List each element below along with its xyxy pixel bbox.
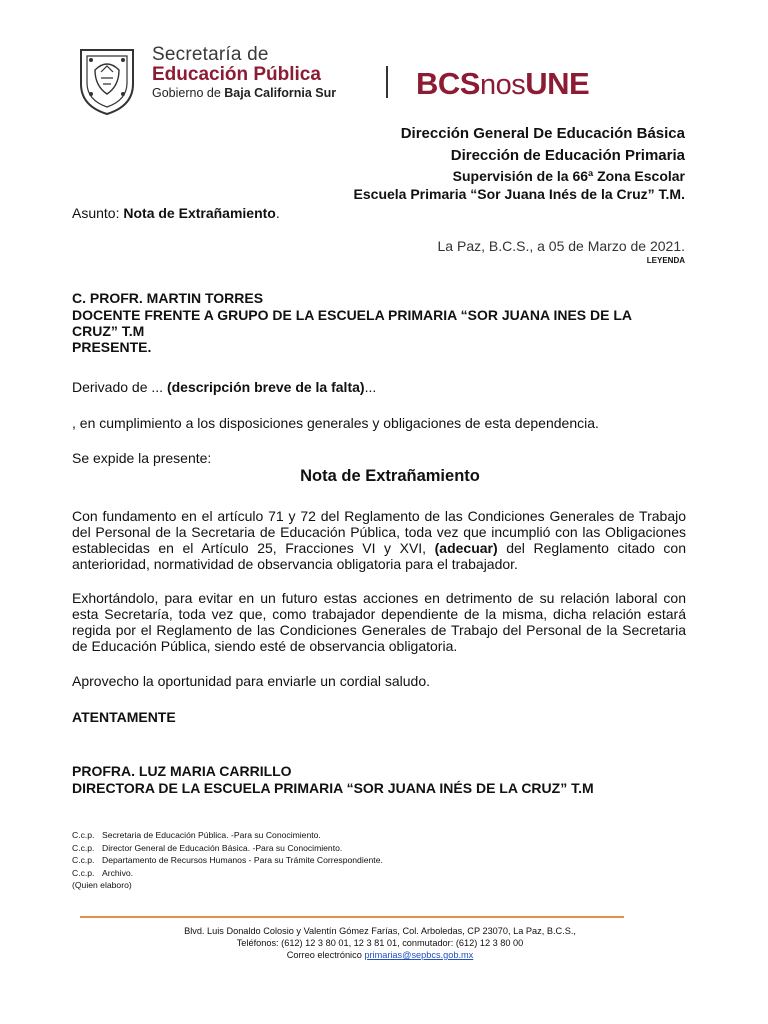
directorate-line1: Dirección General De Educación Básica (400, 125, 685, 142)
ccp-text: Departamento de Recursos Humanos - Para su Trámite Correspondiente. (102, 855, 383, 866)
subject-end: . (275, 205, 280, 221)
p1-part-b: del Reglamento citado con anterioridad, normatividad de observancia obligatoria para el trabajador. (72, 540, 686, 572)
header-divider (386, 66, 388, 98)
paragraph-fundamento (72, 508, 686, 572)
derivado-line (72, 379, 376, 395)
footer-email-label: Correo electrónico (286, 950, 365, 960)
derivado-pre: Derivado de ... (72, 379, 167, 395)
secretaria-line1: Secretaría de (152, 44, 269, 65)
quien-elaboro: (Quien elaboro) (72, 880, 132, 891)
ccp-text: Director General de Educación Básica. -Para su Conocimiento. (102, 842, 343, 853)
brand-part-c: UNE (525, 66, 590, 101)
brand-part-b: nos (479, 69, 526, 101)
ccp-item (72, 842, 383, 855)
ccp-item (72, 867, 383, 880)
paragraph-exhortandolo: Exhortándolo, para evitar en un futuro estas acciones en detrimento de su relación laboral con esta Secretaría, toda vez que, como trabajador dependiente de la misma, dicha relación estará regida por el Reglamento de las Condiciones Generales de Trabajo del Personal de la Secretaria de Educación Pública, siendo esté de observancia obligatoria. (72, 590, 686, 654)
state-seal-logo (75, 44, 139, 116)
footer-email-link[interactable]: primarias@sepbcs.gob.mx (364, 950, 474, 960)
p1-part-a: Con fundamento en el artículo 71 y 72 del Reglamento de las Condiciones Generales de Trabajo del Personal de la Secretaria de Educación Pública, toda vez que incumplió con las Obligaciones establecidas en el Artículo 25, Fracciones VI y XVI, (72, 508, 686, 556)
signer-name: PROFRA. LUZ MARIA CARRILLO (72, 763, 292, 779)
gobierno-state: Baja California Sur (224, 86, 337, 100)
directorate-line2: Dirección de Educación Primaria (450, 147, 685, 164)
atentamente: ATENTAMENTE (72, 709, 176, 725)
cumplimiento-line: , en cumplimiento a los disposiciones generales y obligaciones de esta dependencia. (72, 415, 599, 431)
ccp-label: C.c.p. (72, 830, 95, 840)
nota-title: Nota de Extrañamiento (300, 467, 480, 485)
subject-value: Nota de Extrañamiento (123, 205, 276, 221)
bcsnosune-logo (416, 66, 589, 102)
p1-adecuar: (adecuar) (434, 540, 498, 556)
recipient-position: DOCENTE FRENTE A GRUPO DE LA ESCUELA PRIMARIA “SOR JUANA INES DE LA (72, 307, 633, 323)
ccp-label: C.c.p. (72, 855, 95, 866)
signer-position: DIRECTORA DE LA ESCUELA PRIMARIA “SOR JUANA INÉS DE LA CRUZ” T.M (72, 780, 594, 796)
ccp-text: Archivo. (102, 867, 134, 878)
ccp-label: C.c.p. (72, 842, 95, 853)
footer-email-line (80, 949, 680, 961)
subject-line (72, 205, 280, 221)
recipient-presente: PRESENTE. (72, 339, 152, 355)
ccp-item (72, 829, 383, 842)
date-line: La Paz, B.C.S., a 05 de Marzo de 2021. (437, 238, 685, 254)
gobierno-line (152, 86, 336, 100)
derivado-post: ... (364, 379, 377, 395)
directorate-line4: Escuela Primaria “Sor Juana Inés de la Cruz” T.M. (353, 186, 685, 202)
ccp-item (72, 854, 383, 867)
directorate-line3: Supervisión de la 66ª Zona Escolar (452, 168, 685, 184)
date-legend: LEYENDA (646, 256, 685, 265)
derivado-fault: (descripción breve de la falta) (166, 379, 365, 395)
ccp-text: Secretaria de Educación Pública. -Para su Conocimiento. (102, 830, 321, 840)
footer-address: Blvd. Luis Donaldo Colosio y Valentín Gómez Farías, Col. Arboledas, CP 23070, La Paz, B.C.S., (184, 926, 576, 936)
footer-rule (80, 916, 624, 918)
recipient-block (72, 290, 692, 355)
subject-label: Asunto: (72, 205, 124, 221)
secretaria-line2: Educación Pública (152, 64, 321, 85)
ccp-label: C.c.p. (72, 867, 95, 878)
ccp-list (72, 829, 383, 892)
gobierno-prefix: Gobierno de (152, 86, 225, 100)
recipient-name: C. PROFR. MARTIN TORRES (72, 290, 264, 306)
expide-line: Se expide la presente: (72, 450, 212, 466)
recipient-position-cont: CRUZ” T.M (72, 323, 145, 339)
footer-phones: Teléfonos: (612) 12 3 80 01, 12 3 81 01, conmutador: (612) 12 3 80 00 (236, 938, 524, 948)
paragraph-saludo: Aprovecho la oportunidad para enviarle un cordial saludo. (72, 673, 431, 689)
brand-part-a: BCS (416, 66, 480, 101)
